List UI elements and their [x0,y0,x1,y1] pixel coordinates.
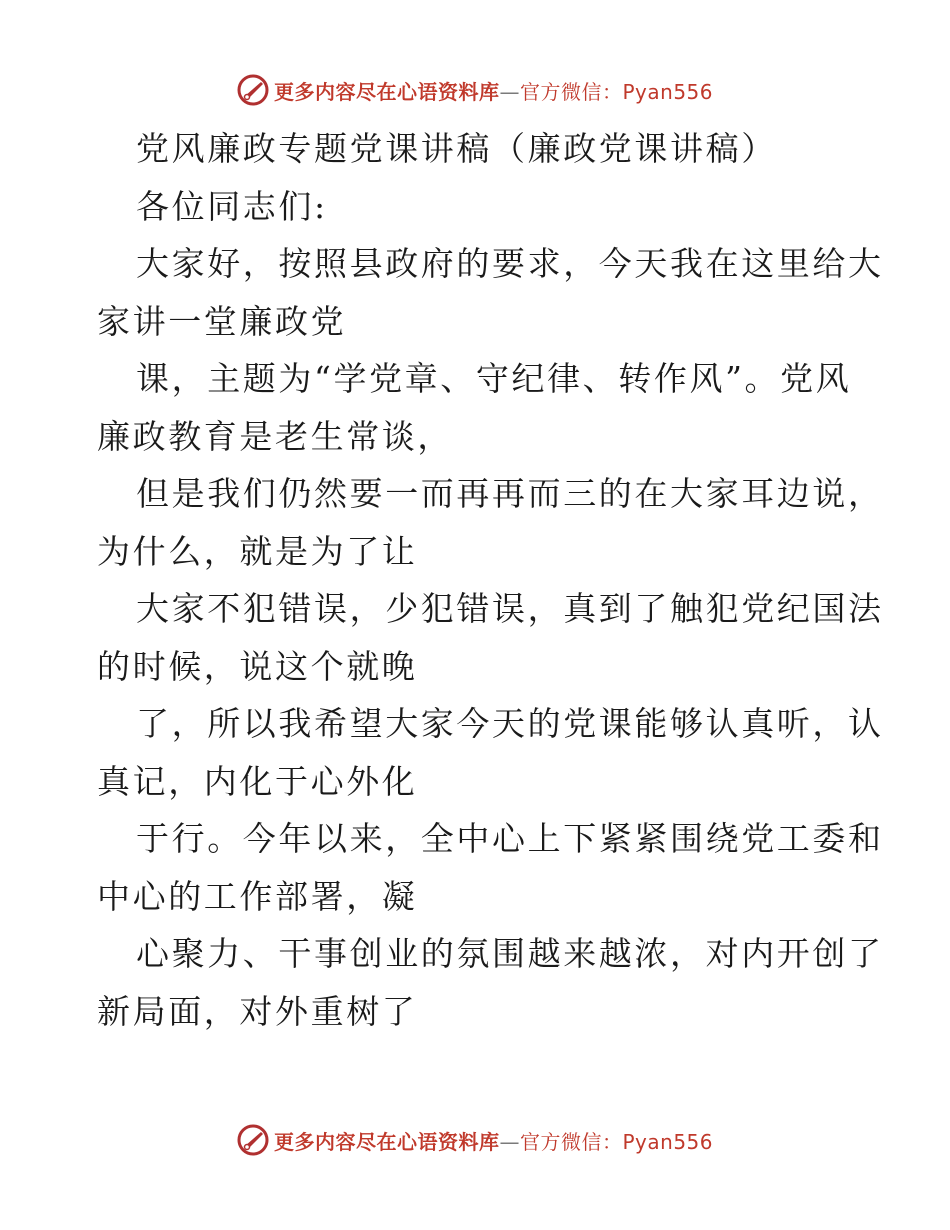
banner-main-text: 更多内容尽在心语资料库 [274,79,500,104]
footer-banner [236,1122,713,1158]
paragraph-line: 中心的工作部署，凝 [97,876,418,916]
paragraph-line: 的时候，说这个就晚 [97,646,418,686]
paragraph-line: 但是我们仍然要一而再再而三的在大家耳边说， [136,474,884,513]
banner-main-text: 更多内容尽在心语资料库 [274,1129,500,1154]
paragraph-line: 课，主题为“学党章、守纪律、转作风”。党风 [136,359,852,398]
paragraph-line: 廉政教育是老生常谈， [97,416,453,456]
paragraph-line: 了，所以我希望大家今天的党课能够认真听，认 [136,704,884,743]
document-body [97,120,884,1040]
paragraph-line: 家讲一堂廉政党 [97,301,347,341]
paragraph-line: 新局面，对外重树了 [97,991,418,1031]
paragraph-line: 大家不犯错误，少犯错误，真到了触犯党纪国法 [136,589,884,628]
header-banner [236,72,713,108]
paragraph-line: 为什么，就是为了让 [97,531,418,571]
banner-wechat-text: 官方微信：Pyan556 [520,79,714,104]
banner-separator: — [499,79,520,104]
paragraph-line: 心聚力、干事创业的氛围越来越浓，对内开创了 [136,934,884,973]
paragraph-line: 真记，内化于心外化 [97,761,418,801]
paragraph-line: 于行。今年以来，全中心上下紧紧围绕党工委和 [136,819,884,858]
brand-logo-icon [236,1123,270,1157]
banner-wechat-text: 官方微信：Pyan556 [520,1129,714,1154]
document-title: 党风廉政专题党课讲稿（廉政党课讲稿） [136,129,777,168]
banner-separator: — [499,1129,520,1154]
salutation: 各位同志们: [136,186,328,226]
paragraph-line: 大家好，按照县政府的要求，今天我在这里给大 [136,244,884,283]
brand-logo-icon [236,73,270,107]
